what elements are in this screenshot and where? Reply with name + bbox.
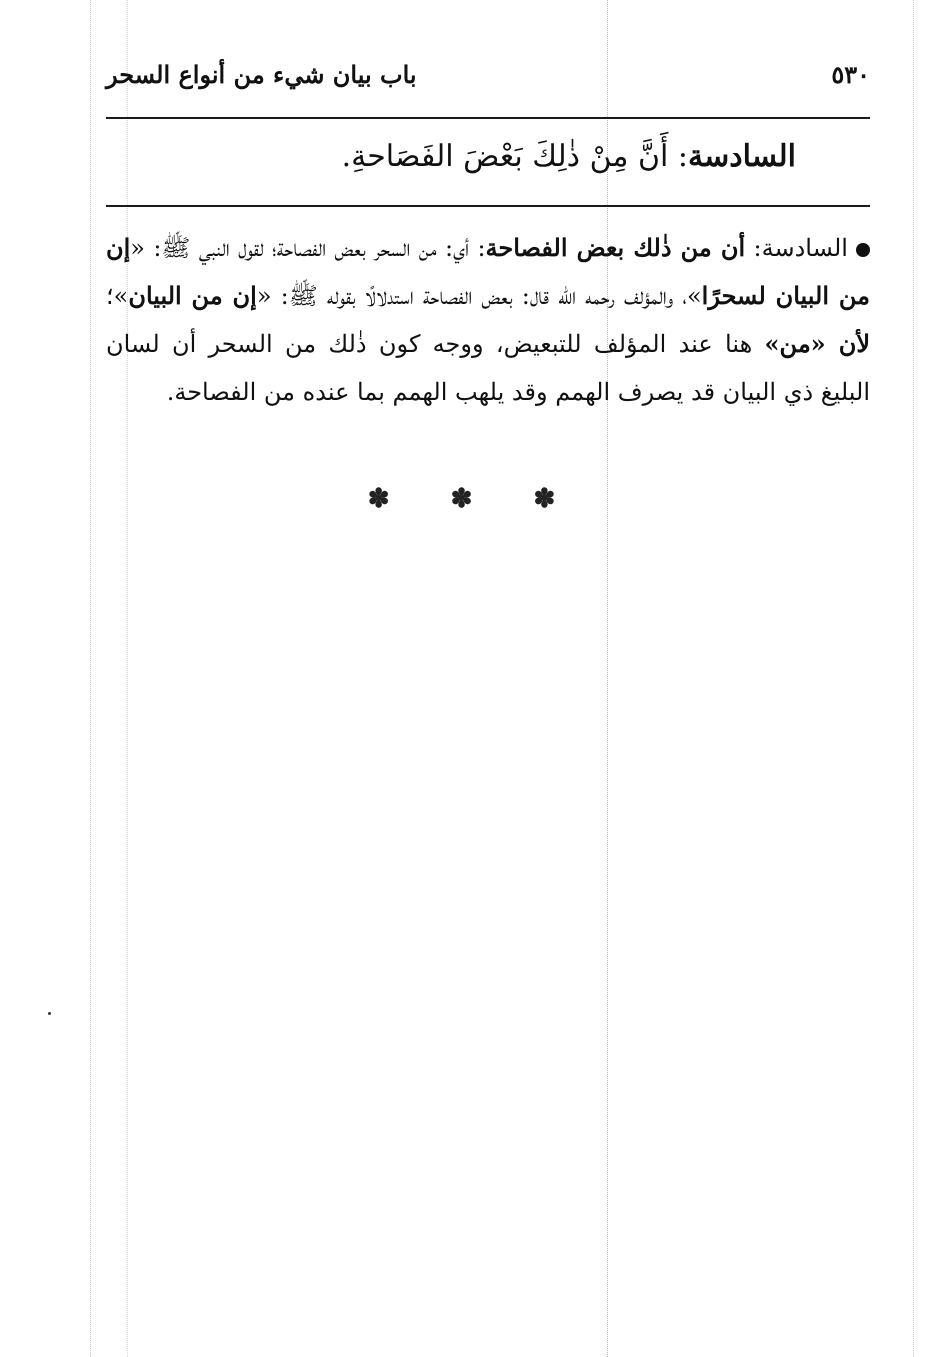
commentary-text: هنا عند المؤلف للتبعيض، ووجه كون ذٰلك من السحر أن لسان البليغ ذي البيان قد يصرف الهمم وقد يلهب الهمم بما عنده من الفصاحة.: [106, 330, 870, 406]
hadith-quote: إن من البيان: [128, 281, 257, 310]
matn-colon: :: [668, 139, 689, 174]
commentary-bold: لأن «من»: [764, 329, 871, 358]
matn-label: السادسة: [688, 139, 796, 174]
scan-speck: [48, 1012, 51, 1015]
page-header: [106, 58, 870, 102]
commentary-text: السادسة:: [745, 234, 848, 262]
matn-text: أَنَّ مِنْ ذٰلِكَ بَعْضَ الفَصَاحةِ.: [341, 139, 669, 174]
page-number: ٥٣٠: [831, 60, 870, 89]
commentary-bold: أن من ذٰلك بعض الفصاحة: [485, 233, 746, 262]
commentary-paragraph: [106, 224, 870, 416]
scan-guide-line: [607, 0, 608, 1357]
scan-guide-line: [913, 0, 914, 1357]
scan-guide-line: [127, 0, 128, 1357]
matn-divider-rule: [106, 205, 870, 207]
hadith-quote: إن من البيان لسحرًا: [106, 233, 870, 310]
header-rule: [106, 117, 870, 119]
scan-guide-line: [90, 0, 91, 1357]
section-separator: ✽ ✽ ✽: [367, 484, 582, 514]
commentary-text: »، والمؤلف رحمه الله قال: بعض الفصاحة استدلالًا بقوله ﷺ: «: [256, 282, 702, 310]
main-text: [106, 130, 796, 184]
commentary-text: »؛: [106, 282, 129, 310]
running-title: باب بيان شيء من أنواع السحر: [106, 60, 417, 89]
bullet-icon: [856, 243, 870, 257]
commentary-text: : أي: من السحر بعض الفصاحة؛ لقول النبي ﷺ: «: [130, 234, 486, 262]
